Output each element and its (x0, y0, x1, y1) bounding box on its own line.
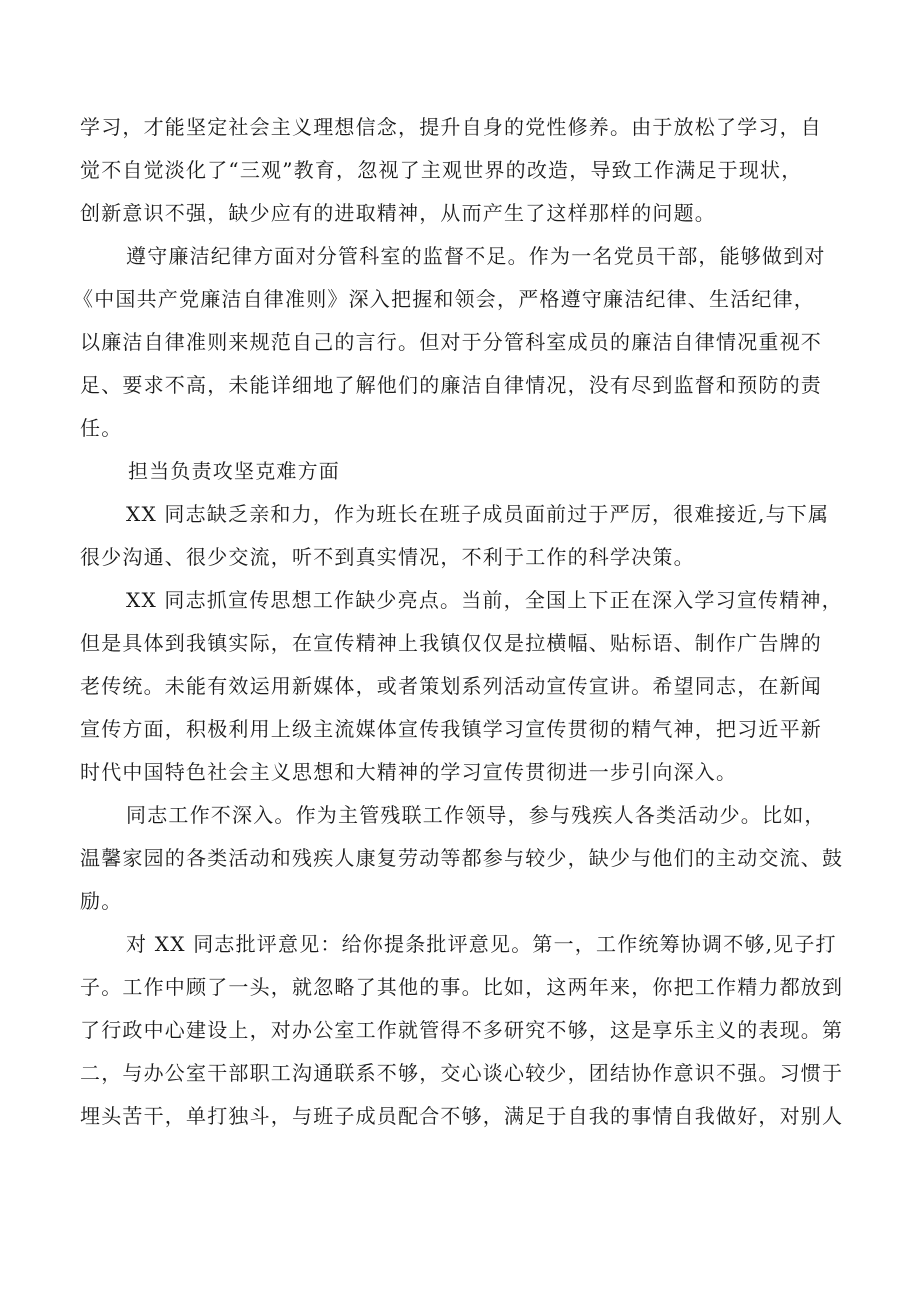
text-line: 励。 (80, 889, 123, 913)
text-line: 《中国共产党廉洁自律准则》深入把握和领会，严格遵守廉洁纪律、生活纪律， (73, 287, 815, 311)
text-line: 温馨家园的各类活动和残疾人康复劳动等都参与较少，缺少与他们的主动交流、鼓 (80, 846, 844, 870)
text-line: 二，与办公室干部职工沟通联系不够，交心谈心较少，团结协作意识不强。习惯于 (80, 1061, 844, 1085)
section-heading: 担当负责攻坚克难方面 (128, 459, 340, 483)
text-line: 创新意识不强，缺少应有的进取精神，从而产生了这样那样的问题。 (80, 201, 716, 225)
text-line: 觉不自觉淡化了“三观”教育，忽视了主观世界的改造，导致工作满足于现状， (80, 158, 803, 182)
text-line: XX 同志抓宣传思想工作缺少亮点。当前，全国上下正在深入学习宣传精神， (126, 588, 843, 612)
text-line: 老传统。未能有效运用新媒体，或者策划系列活动宣传宣讲。希望同志，在新闻 (80, 674, 822, 698)
text-line: 足、要求不高，未能详细地了解他们的廉洁自律情况，没有尽到监督和预防的责 (80, 373, 822, 397)
text-line: XX 同志缺乏亲和力，作为班长在班子成员面前过于严厉，很难接近,与下属 (126, 502, 830, 526)
text-line: 对 XX 同志批评意见：给你提条批评意见。第一，工作统筹协调不够,见子打 (126, 932, 837, 956)
text-line: 但是具体到我镇实际，在宣传精神上我镇仅仅是拉横幅、贴标语、制作广告牌的 (80, 631, 822, 655)
text-line: 了行政中心建设上，对办公室工作就管得不多研究不够，这是享乐主义的表现。第 (80, 1018, 844, 1042)
text-line: 以廉洁自律准则来规范自己的言行。但对于分管科室成员的廉洁自律情况重视不 (80, 330, 822, 354)
text-line: 遵守廉洁纪律方面对分管科室的监督不足。作为一名党员干部，能够做到对 (126, 244, 826, 268)
text-line: 子。工作中顾了一头，就忽略了其他的事。比如，这两年来，你把工作精力都放到 (80, 975, 844, 999)
text-line: 宣传方面，积极利用上级主流媒体宣传我镇学习宣传贯彻的精气神，把习近平新 (80, 717, 822, 741)
text-line: 很少沟通、很少交流，听不到真实情况，不利于工作的科学决策。 (80, 545, 695, 569)
text-line: 任。 (80, 416, 123, 440)
text-line: 同志工作不深入。作为主管残联工作领导，参与残疾人各类活动少。比如， (126, 803, 826, 827)
text-line: 时代中国特色社会主义思想和大精神的学习宣传贯彻进一步引向深入。 (80, 760, 738, 784)
text-line: 埋头苦干，单打独斗，与班子成员配合不够，满足于自我的事情自我做好，对别人 (80, 1104, 844, 1128)
text-line: 学习，才能坚定社会主义理想信念，提升自身的党性修养。由于放松了学习，自 (80, 115, 822, 139)
